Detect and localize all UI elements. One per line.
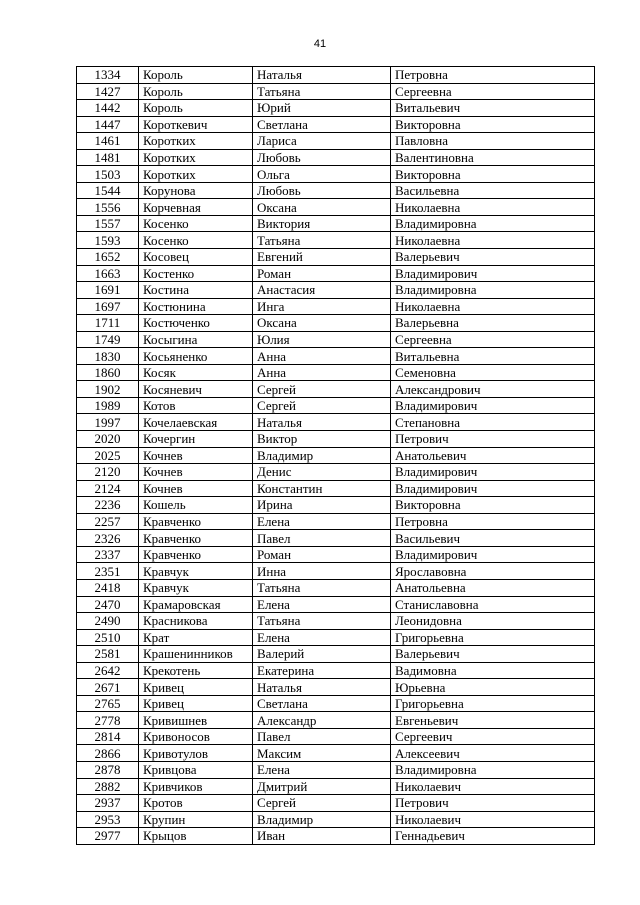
record-number-cell: 1481 [77,149,139,166]
table-row [77,629,595,646]
table-row [77,100,595,117]
first-name-cell: Денис [253,464,391,481]
first-name-cell: Александр [253,712,391,729]
patronymic-cell: Григорьевна [391,695,595,712]
table-row [77,431,595,448]
record-number-cell: 1697 [77,298,139,315]
record-number-cell: 1997 [77,414,139,431]
patronymic-cell: Петрович [391,431,595,448]
record-number-cell: 1593 [77,232,139,249]
last-name-cell: Король [139,83,253,100]
last-name-cell: Коротких [139,149,253,166]
first-name-cell: Владимир [253,447,391,464]
table-row [77,397,595,414]
first-name-cell: Анна [253,364,391,381]
patronymic-cell: Степановна [391,414,595,431]
last-name-cell: Кривец [139,695,253,712]
table-row [77,249,595,266]
record-number-cell: 2510 [77,629,139,646]
patronymic-cell: Анатольевна [391,579,595,596]
record-number-cell: 1544 [77,182,139,199]
patronymic-cell: Семеновна [391,364,595,381]
table-row [77,447,595,464]
record-number-cell: 1749 [77,331,139,348]
last-name-cell: Коротких [139,166,253,183]
record-number-cell: 1663 [77,265,139,282]
record-number-cell: 2937 [77,795,139,812]
record-number-cell: 1860 [77,364,139,381]
record-number-cell: 2257 [77,513,139,530]
patronymic-cell: Витальевна [391,348,595,365]
record-number-cell: 2866 [77,745,139,762]
last-name-cell: Косяневич [139,381,253,398]
table-row [77,116,595,133]
last-name-cell: Кривишнев [139,712,253,729]
record-number-cell: 2953 [77,811,139,828]
patronymic-cell: Григорьевна [391,629,595,646]
record-number-cell: 1989 [77,397,139,414]
first-name-cell: Лариса [253,133,391,150]
first-name-cell: Владимир [253,811,391,828]
patronymic-cell: Геннадьевич [391,828,595,845]
last-name-cell: Кривотулов [139,745,253,762]
record-number-cell: 2470 [77,596,139,613]
table-row [77,298,595,315]
last-name-cell: Костюченко [139,315,253,332]
last-name-cell: Кочнев [139,464,253,481]
patronymic-cell: Алексеевич [391,745,595,762]
roster-table-body [77,67,595,845]
first-name-cell: Павел [253,530,391,547]
patronymic-cell: Витальевич [391,100,595,117]
last-name-cell: Костюнина [139,298,253,315]
patronymic-cell: Викторовна [391,116,595,133]
record-number-cell: 2351 [77,563,139,580]
first-name-cell: Любовь [253,149,391,166]
record-number-cell: 2642 [77,662,139,679]
page-number: 41 [313,38,327,50]
first-name-cell: Елена [253,629,391,646]
table-row [77,761,595,778]
table-row [77,215,595,232]
record-number-cell: 2581 [77,646,139,663]
first-name-cell: Оксана [253,199,391,216]
first-name-cell: Елена [253,761,391,778]
last-name-cell: Кротов [139,795,253,812]
record-number-cell: 1652 [77,249,139,266]
first-name-cell: Максим [253,745,391,762]
record-number-cell: 2490 [77,613,139,630]
record-number-cell: 1447 [77,116,139,133]
table-row [77,778,595,795]
table-row [77,513,595,530]
patronymic-cell: Николаевич [391,778,595,795]
last-name-cell: Корунова [139,182,253,199]
record-number-cell: 2814 [77,728,139,745]
record-number-cell: 1334 [77,67,139,84]
last-name-cell: Кочнев [139,480,253,497]
table-row [77,828,595,845]
last-name-cell: Косенко [139,232,253,249]
record-number-cell: 1711 [77,315,139,332]
patronymic-cell: Сергеевич [391,728,595,745]
record-number-cell: 2418 [77,579,139,596]
table-row [77,546,595,563]
patronymic-cell: Евгеньевич [391,712,595,729]
first-name-cell: Виктор [253,431,391,448]
patronymic-cell: Николаевна [391,298,595,315]
record-number-cell: 1691 [77,282,139,299]
record-number-cell: 2882 [77,778,139,795]
patronymic-cell: Вадимовна [391,662,595,679]
table-row [77,497,595,514]
table-row [77,662,595,679]
first-name-cell: Ольга [253,166,391,183]
first-name-cell: Екатерина [253,662,391,679]
table-row [77,166,595,183]
record-number-cell: 1902 [77,381,139,398]
first-name-cell: Инга [253,298,391,315]
table-row [77,315,595,332]
patronymic-cell: Петровна [391,67,595,84]
patronymic-cell: Николаевна [391,232,595,249]
record-number-cell: 1427 [77,83,139,100]
table-row [77,695,595,712]
table-row [77,83,595,100]
table-row [77,282,595,299]
last-name-cell: Кочергин [139,431,253,448]
record-number-cell: 2236 [77,497,139,514]
record-number-cell: 2337 [77,546,139,563]
patronymic-cell: Владимирович [391,265,595,282]
patronymic-cell: Валерьевна [391,315,595,332]
last-name-cell: Косяк [139,364,253,381]
patronymic-cell: Васильевич [391,530,595,547]
record-number-cell: 2025 [77,447,139,464]
patronymic-cell: Анатольевич [391,447,595,464]
first-name-cell: Евгений [253,249,391,266]
patronymic-cell: Владимировна [391,215,595,232]
last-name-cell: Кравченко [139,513,253,530]
roster-table [76,66,595,845]
record-number-cell: 2020 [77,431,139,448]
table-row [77,381,595,398]
patronymic-cell: Юрьевна [391,679,595,696]
first-name-cell: Любовь [253,182,391,199]
patronymic-cell: Павловна [391,133,595,150]
table-row [77,646,595,663]
table-row [77,265,595,282]
last-name-cell: Король [139,100,253,117]
table-row [77,679,595,696]
last-name-cell: Крамаровская [139,596,253,613]
record-number-cell: 2878 [77,761,139,778]
first-name-cell: Виктория [253,215,391,232]
first-name-cell: Оксана [253,315,391,332]
last-name-cell: Король [139,67,253,84]
record-number-cell: 2671 [77,679,139,696]
patronymic-cell: Владимировна [391,282,595,299]
table-row [77,133,595,150]
patronymic-cell: Валерьевич [391,646,595,663]
patronymic-cell: Станиславовна [391,596,595,613]
first-name-cell: Павел [253,728,391,745]
record-number-cell: 2120 [77,464,139,481]
last-name-cell: Кривцова [139,761,253,778]
first-name-cell: Ирина [253,497,391,514]
table-row [77,464,595,481]
patronymic-cell: Сергеевна [391,83,595,100]
table-row [77,348,595,365]
table-row [77,364,595,381]
table-row [77,563,595,580]
record-number-cell: 2778 [77,712,139,729]
table-row [77,182,595,199]
table-row [77,199,595,216]
last-name-cell: Кривоносов [139,728,253,745]
table-row [77,728,595,745]
last-name-cell: Красникова [139,613,253,630]
last-name-cell: Крашенинников [139,646,253,663]
record-number-cell: 2977 [77,828,139,845]
last-name-cell: Крат [139,629,253,646]
last-name-cell: Короткевич [139,116,253,133]
first-name-cell: Наталья [253,679,391,696]
patronymic-cell: Викторовна [391,166,595,183]
first-name-cell: Наталья [253,67,391,84]
last-name-cell: Кошель [139,497,253,514]
first-name-cell: Светлана [253,695,391,712]
last-name-cell: Крыцов [139,828,253,845]
table-row [77,596,595,613]
patronymic-cell: Петрович [391,795,595,812]
record-number-cell: 1830 [77,348,139,365]
patronymic-cell: Валентиновна [391,149,595,166]
last-name-cell: Крекотень [139,662,253,679]
last-name-cell: Костенко [139,265,253,282]
last-name-cell: Коротких [139,133,253,150]
first-name-cell: Анастасия [253,282,391,299]
first-name-cell: Сергей [253,795,391,812]
record-number-cell: 1503 [77,166,139,183]
table-row [77,712,595,729]
first-name-cell: Юлия [253,331,391,348]
last-name-cell: Кочелаевская [139,414,253,431]
first-name-cell: Иван [253,828,391,845]
first-name-cell: Анна [253,348,391,365]
table-row [77,331,595,348]
table-row [77,232,595,249]
table-row [77,530,595,547]
first-name-cell: Роман [253,265,391,282]
last-name-cell: Кочнев [139,447,253,464]
last-name-cell: Котов [139,397,253,414]
first-name-cell: Татьяна [253,579,391,596]
last-name-cell: Костина [139,282,253,299]
last-name-cell: Косенко [139,215,253,232]
patronymic-cell: Владимирович [391,480,595,497]
record-number-cell: 1556 [77,199,139,216]
first-name-cell: Светлана [253,116,391,133]
last-name-cell: Косьяненко [139,348,253,365]
table-row [77,149,595,166]
last-name-cell: Крупин [139,811,253,828]
patronymic-cell: Владимировна [391,761,595,778]
first-name-cell: Дмитрий [253,778,391,795]
patronymic-cell: Валерьевич [391,249,595,266]
patronymic-cell: Владимирович [391,397,595,414]
last-name-cell: Кривец [139,679,253,696]
first-name-cell: Татьяна [253,613,391,630]
record-number-cell: 1461 [77,133,139,150]
record-number-cell: 1557 [77,215,139,232]
last-name-cell: Кравчук [139,579,253,596]
patronymic-cell: Николаевич [391,811,595,828]
table-row [77,67,595,84]
patronymic-cell: Сергеевна [391,331,595,348]
record-number-cell: 1442 [77,100,139,117]
patronymic-cell: Викторовна [391,497,595,514]
first-name-cell: Елена [253,513,391,530]
table-row [77,811,595,828]
patronymic-cell: Петровна [391,513,595,530]
table-row [77,480,595,497]
table-row [77,579,595,596]
record-number-cell: 2124 [77,480,139,497]
first-name-cell: Инна [253,563,391,580]
record-number-cell: 2326 [77,530,139,547]
last-name-cell: Косовец [139,249,253,266]
first-name-cell: Татьяна [253,232,391,249]
last-name-cell: Кравченко [139,546,253,563]
patronymic-cell: Ярославовна [391,563,595,580]
table-row [77,613,595,630]
last-name-cell: Кравченко [139,530,253,547]
first-name-cell: Сергей [253,397,391,414]
patronymic-cell: Васильевна [391,182,595,199]
first-name-cell: Наталья [253,414,391,431]
record-number-cell: 2765 [77,695,139,712]
table-row [77,414,595,431]
first-name-cell: Сергей [253,381,391,398]
last-name-cell: Косыгина [139,331,253,348]
patronymic-cell: Александрович [391,381,595,398]
patronymic-cell: Владимирович [391,546,595,563]
last-name-cell: Кравчук [139,563,253,580]
last-name-cell: Корчевная [139,199,253,216]
last-name-cell: Кривчиков [139,778,253,795]
table-row [77,795,595,812]
first-name-cell: Константин [253,480,391,497]
patronymic-cell: Леонидовна [391,613,595,630]
first-name-cell: Роман [253,546,391,563]
patronymic-cell: Николаевна [391,199,595,216]
patronymic-cell: Владимирович [391,464,595,481]
first-name-cell: Татьяна [253,83,391,100]
first-name-cell: Валерий [253,646,391,663]
table-row [77,745,595,762]
first-name-cell: Юрий [253,100,391,117]
first-name-cell: Елена [253,596,391,613]
